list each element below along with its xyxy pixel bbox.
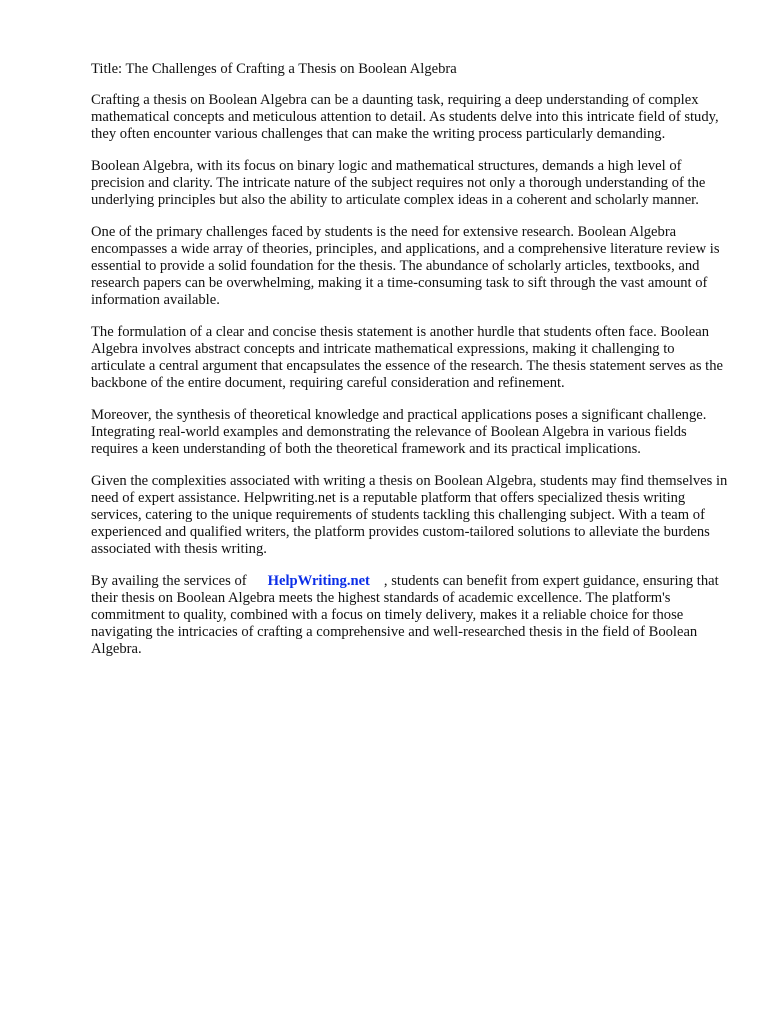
paragraph-precision: Boolean Algebra, with its focus on binary logic and mathematical structures, demands a high level of precision and clarity. The intricate nature of the subject requires not only a thorough understanding of the underlying principles but also the ability to articulate complex ideas in a coherent and scholarly manner.	[91, 158, 706, 208]
document-title: Title: The Challenges of Crafting a Thesis on Boolean Algebra	[91, 61, 457, 77]
paragraph-research: One of the primary challenges faced by students is the need for extensive research. Boolean Algebra encompasses a wide array of theories, principles, and applications, and a comprehensive literature review is essential to provide a solid foundation for the thesis. The abundance of scholarly articles, textbooks, and research papers can be overwhelming, making it a time-consuming task to sift through the vast amount of information available.	[91, 224, 720, 308]
conclusion-body-text: , students can benefit from expert guidance, ensuring that their thesis on Boolean Algebra meets the highest standards of academic excellence. The platform's commitment to quality, combined with a focus on timely delivery, makes it a reliable choice for those navigating the intricacies of crafting a comprehensive and well-researched thesis in the field of Boolean Algebra.	[91, 573, 719, 657]
paragraph-synthesis: Moreover, the synthesis of theoretical knowledge and practical applications poses a significant challenge. Integrating real-world examples and demonstrating the relevance of Boolean Algebra in various fields requires a keen understanding of both the theoretical framework and its practical implications.	[91, 407, 707, 457]
paragraph-conclusion	[91, 573, 728, 658]
paragraph-intro: Crafting a thesis on Boolean Algebra can be a daunting task, requiring a deep understanding of complex mathematical concepts and meticulous attention to detail. As students delve into this intricate field of study, they often encounter various challenges that can make the writing process particularly demanding.	[91, 92, 719, 142]
conclusion-lead-text: By availing the services of	[91, 573, 247, 589]
helpwriting-link[interactable]: HelpWriting.net	[267, 573, 370, 589]
paragraph-thesis-statement: The formulation of a clear and concise thesis statement is another hurdle that students often face. Boolean Algebra involves abstract concepts and intricate mathematical expressions, making it challenging to articulate a central argument that encapsulates the essence of the research. The thesis statement serves as the backbone of the entire document, requiring careful consideration and refinement.	[91, 324, 723, 391]
paragraph-assistance: Given the complexities associated with writing a thesis on Boolean Algebra, students may find themselves in need of expert assistance. Helpwriting.net is a reputable platform that offers specialized thesis writing services, catering to the unique requirements of students tackling this challenging subject. With a team of experienced and qualified writers, the platform provides custom-tailored solutions to alleviate the burdens associated with thesis writing.	[91, 473, 728, 557]
